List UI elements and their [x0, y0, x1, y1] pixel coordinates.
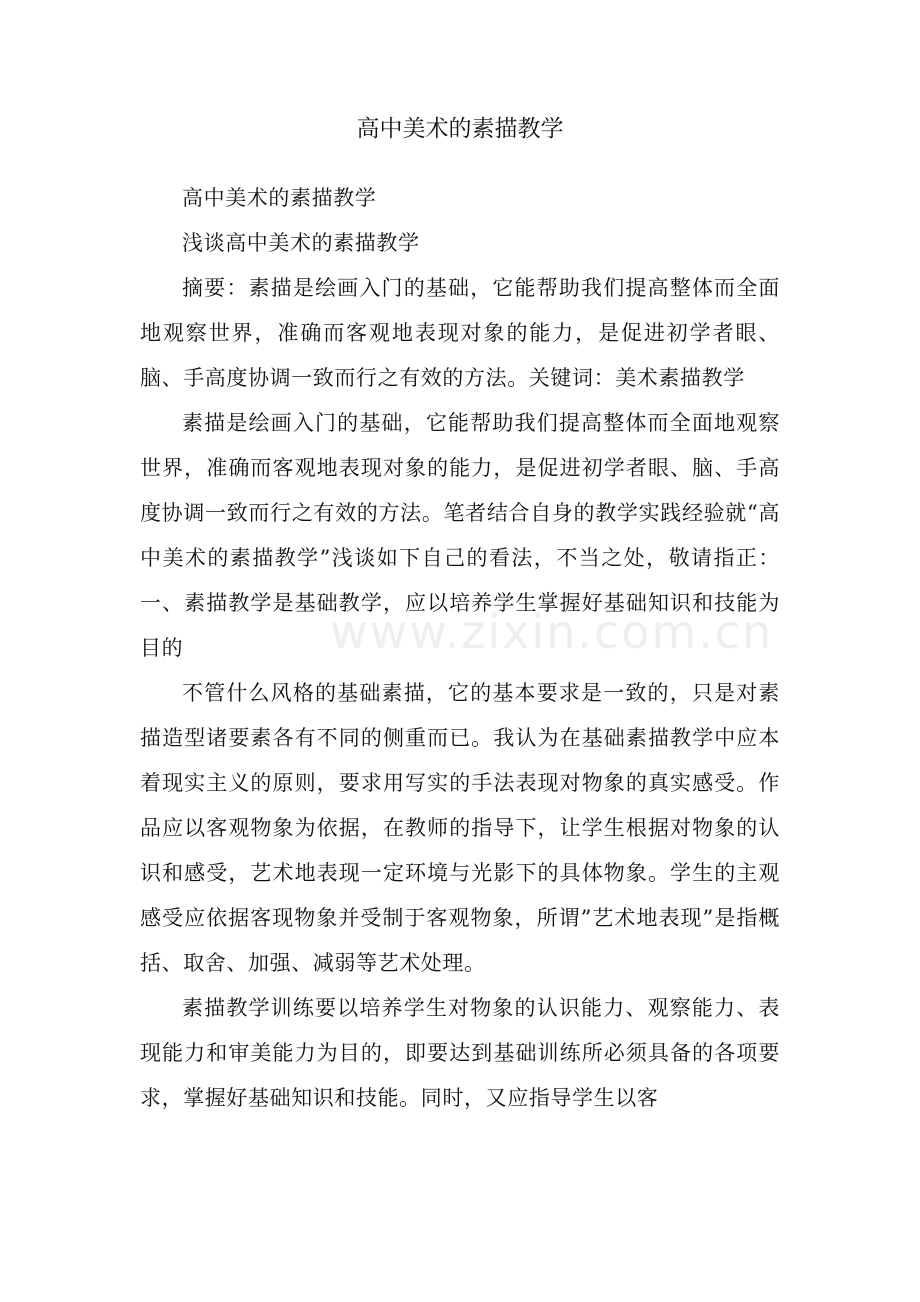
paragraph-training: 素描教学训练要以培养学生对物象的认识能力、观察能力、表现能力和审美能力为目的，即要达到基础训练所必须具备的各项要求，掌握好基础知识和技能。同时，又应指导学生以客	[140, 996, 780, 1110]
paragraph-subtitle: 高中美术的素描教学	[182, 186, 377, 210]
document-body	[140, 176, 780, 1121]
paragraph-heading: 浅谈高中美术的素描教学	[182, 231, 420, 255]
paragraph-intro: 素描是绘画入门的基础，它能帮助我们提高整体而全面地观察世界，准确而客观地表现对象的能力，是促进初学者眼、脑、手高度协调一致而行之有效的方法。笔者结合自身的教学实践经验就“高中美术的素描教学”浅谈如下自己的看法，不当之处，敬请指正：一、素描教学是基础教学，应以培养学生掌握好基础知识和技能为目的	[140, 411, 780, 660]
watermark-text: www.zixin.com.cn	[330, 605, 774, 659]
paragraph-section-one: 不管什么风格的基础素描，它的基本要求是一致的，只是对素描造型诸要素各有不同的侧重而已。我认为在基础素描教学中应本着现实主义的原则，要求用写实的手法表现对物象的真实感受。作品应以客观物象为依据，在教师的指导下，让学生根据对物象的认识和感受，艺术地表现一定环境与光影下的具体物象。学生的主观感受应依据客现物象并受制于客观物象，所谓”艺术地表现”是指概括、取舍、加强、减弱等艺术处理。	[140, 681, 780, 975]
document-title: 高中美术的素描教学	[356, 116, 564, 142]
paragraph-abstract: 摘要：素描是绘画入门的基础，它能帮助我们提高整体而全面地观察世界，准确而客观地表现对象的能力，是促进初学者眼、脑、手高度协调一致而行之有效的方法。关键词：美术素描教学	[140, 276, 780, 390]
